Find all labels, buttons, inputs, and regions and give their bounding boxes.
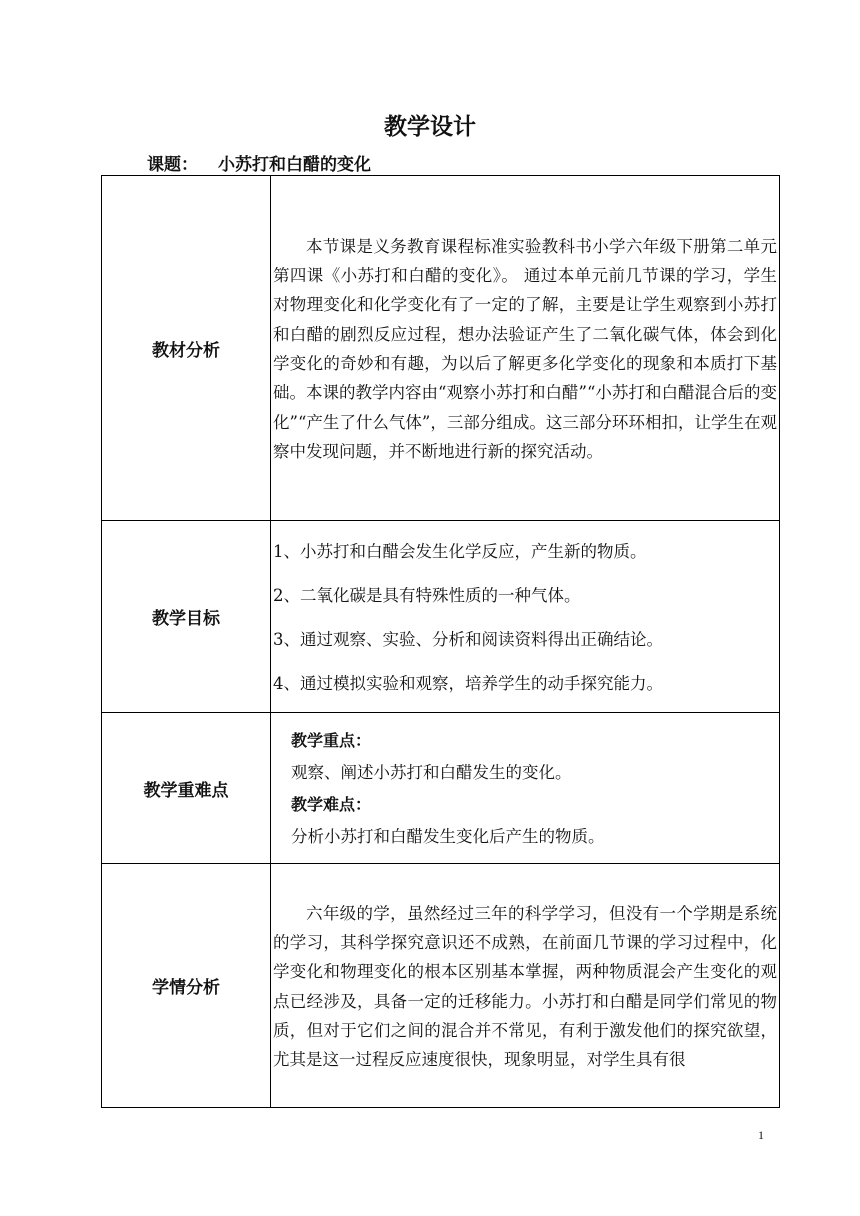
topic-line [147, 150, 371, 175]
material-analysis-label: 教材分析 [102, 176, 271, 521]
key-difficulties-label: 教学重难点 [102, 713, 271, 864]
focus-text: 观察、阐述小苏打和白醋发生的变化。 [291, 763, 572, 782]
goal-item: 1、小苏打和白醋会发生化学反应，产生新的物质。 [273, 541, 647, 561]
goal-item: 4、通过模拟实验和观察，培养学生的动手探究能力。 [273, 673, 663, 693]
learner-analysis-cell [271, 864, 780, 1108]
document-title: 教学设计 [384, 114, 476, 140]
row-learner-analysis [102, 864, 780, 1108]
focus-heading: 教学重点： [291, 731, 372, 750]
goal-item: 3、通过观察、实验、分析和阅读资料得出正确结论。 [273, 629, 663, 649]
material-analysis-text: 本节课是义务教育课程标准实验教科书小学六年级下册第二单元第四课《小苏打和白醋的变化》。 通过本单元前几节课的学习，学生对物理变化和化学变化有了一定的了解，主要是让学生观察到小苏打和白醋的剧烈反应过程，想办法验证产生了二氧化碳气体，体会到化学变化的奇妙和有趣，为以后了解更多化学变化的现象和本质打下基础。本课的教学内容由“观察小苏打和白醋”“小苏打和白醋混合后的变化”“产生了什么气体”，三部分组成。这三部分环环相扣，让学生在观察中发现问题，并不断地进行新的探究活动。 [273, 236, 777, 461]
row-key-difficulties [102, 713, 780, 864]
goal-item: 2、二氧化碳是具有特殊性质的一种气体。 [273, 585, 581, 605]
lesson-plan-table [101, 175, 780, 1108]
difficulty-text: 分析小苏打和白醋发生变化后产生的物质。 [291, 827, 605, 846]
row-material-analysis [102, 176, 780, 521]
page-number: 1 [758, 1128, 764, 1142]
difficulty-heading: 教学难点： [291, 795, 372, 814]
learner-analysis-text: 六年级的学，虽然经过三年的科学学习，但没有一个学期是系统的学习，其科学探究意识还不成熟，在前面几节课的学习过程中，化学变化和物理变化的根本区别基本掌握，两种物质混会产生变化的观点已经涉及，具备一定的迁移能力。小苏打和白醋是同学们常见的物质，但对于它们之间的混合并不常见，有利于激发他们的探究欲望，尤其是这一过程反应速度很快，现象明显，对学生具有很 [273, 903, 777, 1070]
learner-analysis-label: 学情分析 [102, 864, 271, 1108]
teaching-goals-label: 教学目标 [102, 521, 271, 713]
teaching-goals-cell [271, 521, 780, 713]
row-teaching-goals [102, 521, 780, 713]
material-analysis-cell [271, 176, 780, 521]
key-difficulties-cell [271, 713, 780, 864]
topic-value: 小苏打和白醋的变化 [218, 155, 371, 175]
topic-label: 课题： [147, 155, 198, 175]
